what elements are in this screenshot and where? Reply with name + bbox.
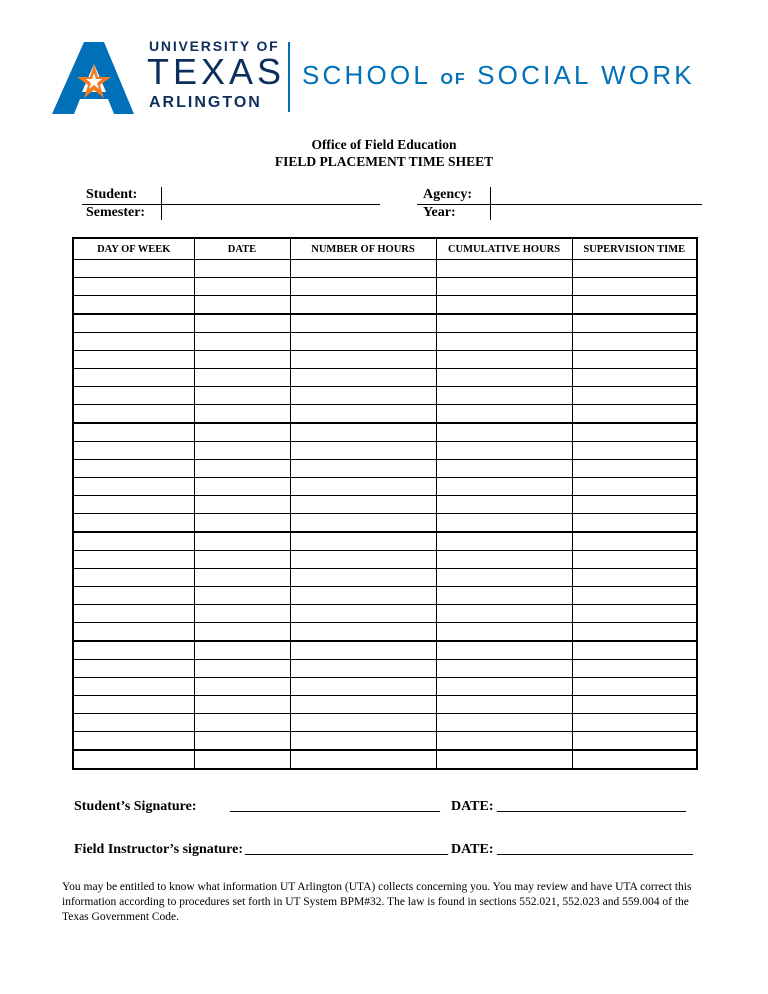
- table-cell[interactable]: [73, 333, 194, 351]
- school-name: [302, 60, 695, 95]
- student-date-field[interactable]: DATE: ___________________________: [451, 799, 687, 814]
- table-cell[interactable]: [436, 333, 572, 351]
- table-cell[interactable]: [290, 696, 436, 714]
- table-cell[interactable]: [194, 750, 290, 769]
- table-row: [73, 660, 697, 678]
- instructor-date-field[interactable]: DATE: ____________________________: [451, 842, 694, 857]
- instructor-signature-line[interactable]: _____________________________: [245, 842, 448, 857]
- table-cell[interactable]: [73, 714, 194, 732]
- table-cell[interactable]: [73, 696, 194, 714]
- table-cell[interactable]: [73, 569, 194, 587]
- table-cell[interactable]: [290, 442, 436, 460]
- table-row: [73, 532, 697, 551]
- table-row: [73, 641, 697, 660]
- uta-a-star-logo-icon: [52, 42, 134, 114]
- table-cell[interactable]: [194, 532, 290, 551]
- table-row: [73, 605, 697, 623]
- table-cell[interactable]: [290, 623, 436, 642]
- table-cell[interactable]: [194, 496, 290, 514]
- table-cell[interactable]: [436, 714, 572, 732]
- table-cell[interactable]: [73, 423, 194, 442]
- table-cell[interactable]: [290, 405, 436, 424]
- table-cell[interactable]: [73, 351, 194, 369]
- table-cell[interactable]: [436, 569, 572, 587]
- table-cell[interactable]: [73, 278, 194, 296]
- table-cell[interactable]: [194, 660, 290, 678]
- table-cell[interactable]: [73, 405, 194, 424]
- table-cell[interactable]: [572, 569, 697, 587]
- table-row: [73, 387, 697, 405]
- table-cell[interactable]: [436, 442, 572, 460]
- table-cell[interactable]: [572, 678, 697, 696]
- table-cell[interactable]: [194, 423, 290, 442]
- table-cell[interactable]: [194, 732, 290, 751]
- table-cell[interactable]: [194, 314, 290, 333]
- office-heading: Office of Field Education: [311, 137, 457, 152]
- table-cell[interactable]: [194, 587, 290, 605]
- table-row: [73, 678, 697, 696]
- table-cell[interactable]: [436, 296, 572, 315]
- table-cell[interactable]: [436, 641, 572, 660]
- table-cell[interactable]: [572, 423, 697, 442]
- table-cell[interactable]: [290, 351, 436, 369]
- table-cell[interactable]: [436, 278, 572, 296]
- table-row: [73, 587, 697, 605]
- table-cell[interactable]: [572, 314, 697, 333]
- table-cell[interactable]: [572, 405, 697, 424]
- table-cell[interactable]: [436, 496, 572, 514]
- table-cell[interactable]: [572, 478, 697, 496]
- table-row: [73, 478, 697, 496]
- table-cell[interactable]: [194, 514, 290, 533]
- table-cell[interactable]: [572, 732, 697, 751]
- table-cell[interactable]: [194, 351, 290, 369]
- logo-university-of: UNIVERSITY OF: [149, 38, 280, 54]
- school-name-of: OF: [440, 71, 467, 88]
- table-row: [73, 496, 697, 514]
- table-cell[interactable]: [73, 623, 194, 642]
- col-day-of-week: DAY OF WEEK: [73, 238, 194, 260]
- table-cell[interactable]: [290, 678, 436, 696]
- table-cell[interactable]: [73, 478, 194, 496]
- table-cell[interactable]: [290, 369, 436, 387]
- student-signature-label: Student’s Signature:: [74, 799, 197, 814]
- table-cell[interactable]: [290, 496, 436, 514]
- table-cell[interactable]: [572, 660, 697, 678]
- student-signature-line[interactable]: ______________________________: [230, 799, 440, 814]
- table-cell[interactable]: [194, 678, 290, 696]
- table-cell[interactable]: [73, 551, 194, 569]
- table-cell[interactable]: [73, 532, 194, 551]
- table-cell[interactable]: [436, 405, 572, 424]
- table-cell[interactable]: [572, 696, 697, 714]
- table-cell[interactable]: [572, 369, 697, 387]
- table-cell[interactable]: [194, 623, 290, 642]
- table-cell[interactable]: [73, 314, 194, 333]
- table-cell[interactable]: [194, 641, 290, 660]
- table-cell[interactable]: [572, 605, 697, 623]
- col-date: DATE: [194, 238, 290, 260]
- table-cell[interactable]: [194, 278, 290, 296]
- table-row: [73, 278, 697, 296]
- table-cell[interactable]: [194, 714, 290, 732]
- table-cell[interactable]: [572, 514, 697, 533]
- table-cell[interactable]: [290, 551, 436, 569]
- table-cell[interactable]: [73, 732, 194, 751]
- table-cell[interactable]: [436, 605, 572, 623]
- table-row: [73, 514, 697, 533]
- table-cell[interactable]: [290, 605, 436, 623]
- table-cell[interactable]: [436, 478, 572, 496]
- table-cell[interactable]: [436, 423, 572, 442]
- time-sheet-table: [72, 237, 698, 770]
- col-supervision-time: SUPERVISION TIME: [572, 238, 697, 260]
- table-row: [73, 314, 697, 333]
- table-cell[interactable]: [73, 605, 194, 623]
- table-cell[interactable]: [290, 478, 436, 496]
- table-cell[interactable]: [194, 478, 290, 496]
- table-cell[interactable]: [73, 296, 194, 315]
- table-cell[interactable]: [436, 750, 572, 769]
- table-row: [73, 351, 697, 369]
- table-cell[interactable]: [572, 532, 697, 551]
- table-row: [73, 714, 697, 732]
- table-cell[interactable]: [290, 714, 436, 732]
- table-cell[interactable]: [290, 660, 436, 678]
- agency-field-divider: [490, 187, 491, 220]
- table-cell[interactable]: [436, 314, 572, 333]
- col-cumulative-hours: CUMULATIVE HOURS: [436, 238, 572, 260]
- table-row: [73, 405, 697, 424]
- table-cell[interactable]: [194, 551, 290, 569]
- table-row: [73, 696, 697, 714]
- table-row: [73, 296, 697, 315]
- table-row: [73, 569, 697, 587]
- table-cell[interactable]: [194, 605, 290, 623]
- table-row: [73, 442, 697, 460]
- table-cell[interactable]: [73, 442, 194, 460]
- table-cell[interactable]: [290, 278, 436, 296]
- agency-field-line[interactable]: [417, 204, 702, 205]
- table-cell[interactable]: [572, 460, 697, 478]
- table-cell[interactable]: [436, 587, 572, 605]
- table-cell[interactable]: [290, 296, 436, 315]
- privacy-notice: You may be entitled to know what information UT Arlington (UTA) collects concerning you. You may review and have UTA correct this information according to procedures set forth in UT System BPM#32. The law is found in sections 552.021, 552.023 and 559.004 of the Texas Government Code.: [62, 881, 692, 923]
- logo-texas: TEXAS: [147, 51, 286, 92]
- table-cell[interactable]: [572, 750, 697, 769]
- table-cell[interactable]: [290, 532, 436, 551]
- table-row: [73, 732, 697, 751]
- table-cell[interactable]: [73, 260, 194, 278]
- table-cell[interactable]: [73, 387, 194, 405]
- table-cell[interactable]: [194, 369, 290, 387]
- table-cell[interactable]: [290, 641, 436, 660]
- table-cell[interactable]: [436, 460, 572, 478]
- table-cell[interactable]: [290, 460, 436, 478]
- student-field-line[interactable]: [82, 204, 380, 205]
- table-cell[interactable]: [290, 314, 436, 333]
- table-cell[interactable]: [194, 405, 290, 424]
- table-row: [73, 423, 697, 442]
- table-cell[interactable]: [572, 442, 697, 460]
- table-row: [73, 623, 697, 642]
- logo-divider: [288, 42, 290, 112]
- agency-label: Agency:: [423, 187, 472, 202]
- table-cell[interactable]: [290, 750, 436, 769]
- table-cell[interactable]: [436, 514, 572, 533]
- table-row: [73, 369, 697, 387]
- table-cell[interactable]: [436, 387, 572, 405]
- table-cell[interactable]: [290, 587, 436, 605]
- school-name-part-2: SOCIAL WORK: [477, 60, 695, 90]
- table-cell[interactable]: [572, 641, 697, 660]
- table-cell[interactable]: [572, 623, 697, 642]
- table-cell[interactable]: [194, 296, 290, 315]
- page-title: FIELD PLACEMENT TIME SHEET: [274, 154, 494, 169]
- table-cell[interactable]: [436, 260, 572, 278]
- table-cell[interactable]: [290, 387, 436, 405]
- year-label: Year:: [423, 205, 456, 220]
- table-row: [73, 750, 697, 769]
- table-cell[interactable]: [290, 423, 436, 442]
- table-cell[interactable]: [73, 678, 194, 696]
- school-name-part-1: SCHOOL: [302, 60, 431, 90]
- table-cell[interactable]: [572, 714, 697, 732]
- table-cell[interactable]: [194, 696, 290, 714]
- table-cell[interactable]: [73, 750, 194, 769]
- table-cell[interactable]: [73, 460, 194, 478]
- table-cell[interactable]: [436, 660, 572, 678]
- instructor-signature-label: Field Instructor’s signature:: [74, 842, 244, 857]
- table-cell[interactable]: [436, 369, 572, 387]
- table-cell[interactable]: [194, 260, 290, 278]
- table-cell[interactable]: [572, 260, 697, 278]
- table-row: [73, 551, 697, 569]
- table-cell[interactable]: [73, 641, 194, 660]
- logo-arlington: ARLINGTON: [149, 94, 262, 111]
- table-row: [73, 333, 697, 351]
- col-number-of-hours: NUMBER OF HOURS: [290, 238, 436, 260]
- table-cell[interactable]: [572, 351, 697, 369]
- table-cell[interactable]: [290, 569, 436, 587]
- table-cell[interactable]: [572, 587, 697, 605]
- table-cell[interactable]: [436, 696, 572, 714]
- table-cell[interactable]: [436, 623, 572, 642]
- table-cell[interactable]: [572, 496, 697, 514]
- table-row: [73, 260, 697, 278]
- table-cell[interactable]: [436, 678, 572, 696]
- table-cell[interactable]: [572, 551, 697, 569]
- table-cell[interactable]: [290, 333, 436, 351]
- table-cell[interactable]: [73, 587, 194, 605]
- student-label: Student:: [86, 187, 138, 202]
- table-cell[interactable]: [290, 732, 436, 751]
- table-cell[interactable]: [194, 387, 290, 405]
- table-cell[interactable]: [436, 532, 572, 551]
- table-cell[interactable]: [436, 732, 572, 751]
- table-cell[interactable]: [194, 569, 290, 587]
- table-row: [73, 460, 697, 478]
- table-cell[interactable]: [572, 278, 697, 296]
- table-cell[interactable]: [572, 387, 697, 405]
- table-cell[interactable]: [194, 333, 290, 351]
- table-cell[interactable]: [194, 442, 290, 460]
- table-cell[interactable]: [436, 551, 572, 569]
- table-cell[interactable]: [290, 260, 436, 278]
- table-cell[interactable]: [572, 333, 697, 351]
- table-cell[interactable]: [572, 296, 697, 315]
- table-cell[interactable]: [73, 514, 194, 533]
- table-cell[interactable]: [194, 460, 290, 478]
- student-field-divider: [161, 187, 162, 220]
- table-cell[interactable]: [436, 351, 572, 369]
- table-cell[interactable]: [73, 660, 194, 678]
- table-cell[interactable]: [73, 369, 194, 387]
- table-header-row: [73, 238, 697, 260]
- table-cell[interactable]: [73, 496, 194, 514]
- table-cell[interactable]: [290, 514, 436, 533]
- semester-label: Semester:: [86, 205, 146, 220]
